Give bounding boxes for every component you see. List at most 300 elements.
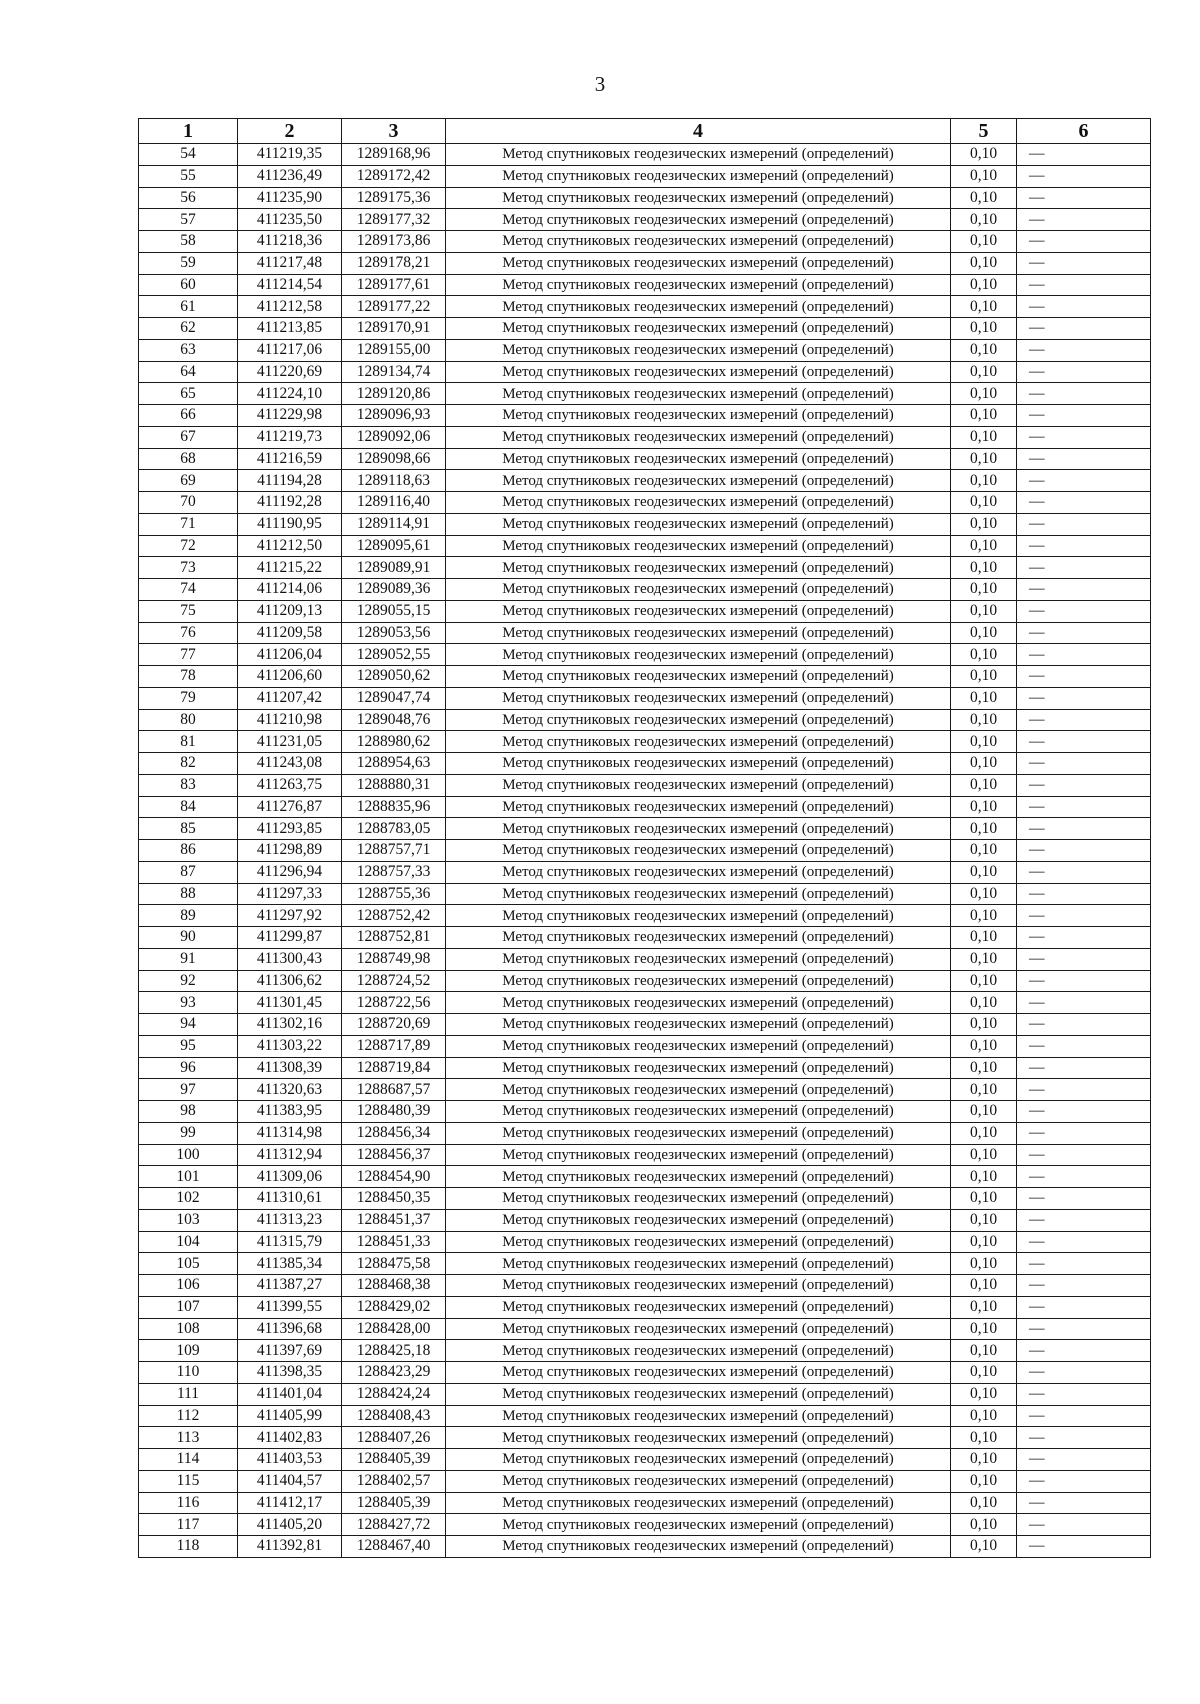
point-number-cell: 60	[139, 274, 238, 296]
table-row	[139, 1253, 1151, 1275]
accuracy-cell: 0,10	[951, 274, 1017, 296]
y-coordinate-cell: 1289050,62	[342, 666, 446, 688]
y-coordinate-cell: 1288451,37	[342, 1209, 446, 1231]
accuracy-cell: 0,10	[951, 666, 1017, 688]
y-coordinate-cell: 1288480,39	[342, 1101, 446, 1123]
table-row	[139, 1296, 1151, 1318]
point-number-cell: 97	[139, 1079, 238, 1101]
table-row	[139, 1514, 1151, 1536]
point-number-cell: 56	[139, 187, 238, 209]
method-cell: Метод спутниковых геодезических измерений (определений)	[446, 209, 951, 231]
table-row	[139, 557, 1151, 579]
x-coordinate-cell: 411192,28	[238, 492, 342, 514]
method-cell: Метод спутниковых геодезических измерений (определений)	[446, 1079, 951, 1101]
x-coordinate-cell: 411403,53	[238, 1449, 342, 1471]
accuracy-cell: 0,10	[951, 318, 1017, 340]
description-cell: —	[1017, 622, 1151, 644]
method-cell: Метод спутниковых геодезических измерений (определений)	[446, 1492, 951, 1514]
x-coordinate-cell: 411405,20	[238, 1514, 342, 1536]
method-cell: Метод спутниковых геодезических измерений (определений)	[446, 753, 951, 775]
method-cell: Метод спутниковых геодезических измерений (определений)	[446, 600, 951, 622]
y-coordinate-cell: 1289118,63	[342, 470, 446, 492]
method-cell: Метод спутниковых геодезических измерений (определений)	[446, 687, 951, 709]
method-cell: Метод спутниковых геодезических измерений (определений)	[446, 339, 951, 361]
y-coordinate-cell: 1289116,40	[342, 492, 446, 514]
x-coordinate-cell: 411320,63	[238, 1079, 342, 1101]
x-coordinate-cell: 411213,85	[238, 318, 342, 340]
table-row	[139, 1362, 1151, 1384]
description-cell: —	[1017, 1470, 1151, 1492]
x-coordinate-cell: 411215,22	[238, 557, 342, 579]
method-cell: Метод спутниковых геодезических измерений (определений)	[446, 1057, 951, 1079]
accuracy-cell: 0,10	[951, 1296, 1017, 1318]
table-row	[139, 927, 1151, 949]
method-cell: Метод спутниковых геодезических измерений (определений)	[446, 274, 951, 296]
y-coordinate-cell: 1288467,40	[342, 1536, 446, 1558]
method-cell: Метод спутниковых геодезических измерений (определений)	[446, 883, 951, 905]
x-coordinate-cell: 411229,98	[238, 405, 342, 427]
table-row	[139, 1079, 1151, 1101]
point-number-cell: 105	[139, 1253, 238, 1275]
table-row	[139, 405, 1151, 427]
x-coordinate-cell: 411190,95	[238, 513, 342, 535]
point-number-cell: 55	[139, 165, 238, 187]
point-number-cell: 61	[139, 296, 238, 318]
y-coordinate-cell: 1289175,36	[342, 187, 446, 209]
x-coordinate-cell: 411235,90	[238, 187, 342, 209]
x-coordinate-cell: 411301,45	[238, 992, 342, 1014]
table-row	[139, 1188, 1151, 1210]
y-coordinate-cell: 1288755,36	[342, 883, 446, 905]
description-cell: —	[1017, 339, 1151, 361]
point-number-cell: 113	[139, 1427, 238, 1449]
x-coordinate-cell: 411214,06	[238, 579, 342, 601]
accuracy-cell: 0,10	[951, 339, 1017, 361]
description-cell: —	[1017, 1035, 1151, 1057]
table-row	[139, 600, 1151, 622]
y-coordinate-cell: 1288456,37	[342, 1144, 446, 1166]
x-coordinate-cell: 411206,04	[238, 644, 342, 666]
table-row	[139, 1492, 1151, 1514]
point-number-cell: 111	[139, 1383, 238, 1405]
method-cell: Метод спутниковых геодезических измерений (определений)	[446, 1209, 951, 1231]
method-cell: Метод спутниковых геодезических измерений (определений)	[446, 666, 951, 688]
y-coordinate-cell: 1288880,31	[342, 774, 446, 796]
x-coordinate-cell: 411303,22	[238, 1035, 342, 1057]
method-cell: Метод спутниковых геодезических измерений (определений)	[446, 1101, 951, 1123]
x-coordinate-cell: 411206,60	[238, 666, 342, 688]
accuracy-cell: 0,10	[951, 644, 1017, 666]
table-row	[139, 1057, 1151, 1079]
description-cell: —	[1017, 992, 1151, 1014]
y-coordinate-cell: 1289178,21	[342, 252, 446, 274]
method-cell: Метод спутниковых геодезических измерений (определений)	[446, 1362, 951, 1384]
accuracy-cell: 0,10	[951, 187, 1017, 209]
table-row	[139, 622, 1151, 644]
y-coordinate-cell: 1288722,56	[342, 992, 446, 1014]
table-row	[139, 144, 1151, 166]
accuracy-cell: 0,10	[951, 209, 1017, 231]
accuracy-cell: 0,10	[951, 883, 1017, 905]
accuracy-cell: 0,10	[951, 861, 1017, 883]
y-coordinate-cell: 1288783,05	[342, 818, 446, 840]
point-number-cell: 110	[139, 1362, 238, 1384]
x-coordinate-cell: 411385,34	[238, 1253, 342, 1275]
description-cell: —	[1017, 1253, 1151, 1275]
table-row	[139, 492, 1151, 514]
table-body	[139, 144, 1151, 1558]
table-row	[139, 361, 1151, 383]
method-cell: Метод спутниковых геодезических измерений (определений)	[446, 1405, 951, 1427]
method-cell: Метод спутниковых геодезических измерений (определений)	[446, 1122, 951, 1144]
method-cell: Метод спутниковых геодезических измерений (определений)	[446, 1536, 951, 1558]
table-row	[139, 231, 1151, 253]
x-coordinate-cell: 411296,94	[238, 861, 342, 883]
method-cell: Метод спутниковых геодезических измерений (определений)	[446, 448, 951, 470]
table-row	[139, 883, 1151, 905]
point-number-cell: 118	[139, 1536, 238, 1558]
point-number-cell: 103	[139, 1209, 238, 1231]
table-row	[139, 426, 1151, 448]
x-coordinate-cell: 411401,04	[238, 1383, 342, 1405]
accuracy-cell: 0,10	[951, 1188, 1017, 1210]
method-cell: Метод спутниковых геодезических измерений (определений)	[446, 796, 951, 818]
method-cell: Метод спутниковых геодезических измерений (определений)	[446, 1296, 951, 1318]
description-cell: —	[1017, 1318, 1151, 1340]
point-number-cell: 76	[139, 622, 238, 644]
description-cell: —	[1017, 687, 1151, 709]
accuracy-cell: 0,10	[951, 231, 1017, 253]
description-cell: —	[1017, 1122, 1151, 1144]
y-coordinate-cell: 1288980,62	[342, 731, 446, 753]
y-coordinate-cell: 1289172,42	[342, 165, 446, 187]
y-coordinate-cell: 1289096,93	[342, 405, 446, 427]
table-row	[139, 774, 1151, 796]
accuracy-cell: 0,10	[951, 1035, 1017, 1057]
table-row	[139, 1035, 1151, 1057]
accuracy-cell: 0,10	[951, 1101, 1017, 1123]
y-coordinate-cell: 1289089,91	[342, 557, 446, 579]
accuracy-cell: 0,10	[951, 774, 1017, 796]
point-number-cell: 66	[139, 405, 238, 427]
description-cell: —	[1017, 731, 1151, 753]
accuracy-cell: 0,10	[951, 579, 1017, 601]
method-cell: Метод спутниковых геодезических измерений (определений)	[446, 470, 951, 492]
accuracy-cell: 0,10	[951, 731, 1017, 753]
x-coordinate-cell: 411207,42	[238, 687, 342, 709]
y-coordinate-cell: 1289098,66	[342, 448, 446, 470]
accuracy-cell: 0,10	[951, 687, 1017, 709]
method-cell: Метод спутниковых геодезических измерений (определений)	[446, 1383, 951, 1405]
y-coordinate-cell: 1288954,63	[342, 753, 446, 775]
accuracy-cell: 0,10	[951, 1079, 1017, 1101]
x-coordinate-cell: 411398,35	[238, 1362, 342, 1384]
table-row	[139, 644, 1151, 666]
y-coordinate-cell: 1288717,89	[342, 1035, 446, 1057]
y-coordinate-cell: 1289055,15	[342, 600, 446, 622]
method-cell: Метод спутниковых геодезических измерений (определений)	[446, 296, 951, 318]
description-cell: —	[1017, 1275, 1151, 1297]
coordinates-table	[138, 118, 1151, 1558]
point-number-cell: 79	[139, 687, 238, 709]
point-number-cell: 82	[139, 753, 238, 775]
description-cell: —	[1017, 927, 1151, 949]
accuracy-cell: 0,10	[951, 1122, 1017, 1144]
description-cell: —	[1017, 231, 1151, 253]
point-number-cell: 77	[139, 644, 238, 666]
table-row	[139, 1209, 1151, 1231]
table-row	[139, 1014, 1151, 1036]
table-row	[139, 274, 1151, 296]
table-row	[139, 1144, 1151, 1166]
description-cell: —	[1017, 1014, 1151, 1036]
method-cell: Метод спутниковых геодезических измерений (определений)	[446, 1449, 951, 1471]
description-cell: —	[1017, 644, 1151, 666]
method-cell: Метод спутниковых геодезических измерений (определений)	[446, 557, 951, 579]
x-coordinate-cell: 411219,73	[238, 426, 342, 448]
x-coordinate-cell: 411235,50	[238, 209, 342, 231]
description-cell: —	[1017, 448, 1151, 470]
x-coordinate-cell: 411209,13	[238, 600, 342, 622]
accuracy-cell: 0,10	[951, 709, 1017, 731]
description-cell: —	[1017, 1383, 1151, 1405]
point-number-cell: 116	[139, 1492, 238, 1514]
accuracy-cell: 0,10	[951, 361, 1017, 383]
method-cell: Метод спутниковых геодезических измерений (определений)	[446, 579, 951, 601]
description-cell: —	[1017, 535, 1151, 557]
method-cell: Метод спутниковых геодезических измерений (определений)	[446, 1514, 951, 1536]
point-number-cell: 104	[139, 1231, 238, 1253]
x-coordinate-cell: 411314,98	[238, 1122, 342, 1144]
method-cell: Метод спутниковых геодезических измерений (определений)	[446, 383, 951, 405]
column-header-accuracy: 5	[951, 119, 1017, 144]
description-cell: —	[1017, 187, 1151, 209]
point-number-cell: 88	[139, 883, 238, 905]
point-number-cell: 87	[139, 861, 238, 883]
point-number-cell: 96	[139, 1057, 238, 1079]
accuracy-cell: 0,10	[951, 1536, 1017, 1558]
method-cell: Метод спутниковых геодезических измерений (определений)	[446, 144, 951, 166]
method-cell: Метод спутниковых геодезических измерений (определений)	[446, 774, 951, 796]
table-row	[139, 1383, 1151, 1405]
point-number-cell: 80	[139, 709, 238, 731]
accuracy-cell: 0,10	[951, 1427, 1017, 1449]
y-coordinate-cell: 1289170,91	[342, 318, 446, 340]
table-row	[139, 1101, 1151, 1123]
accuracy-cell: 0,10	[951, 600, 1017, 622]
table-row	[139, 187, 1151, 209]
accuracy-cell: 0,10	[951, 165, 1017, 187]
method-cell: Метод спутниковых геодезических измерений (определений)	[446, 165, 951, 187]
description-cell: —	[1017, 1427, 1151, 1449]
table-row	[139, 1405, 1151, 1427]
column-header-description: 6	[1017, 119, 1151, 144]
point-number-cell: 74	[139, 579, 238, 601]
y-coordinate-cell: 1288450,35	[342, 1188, 446, 1210]
table-row	[139, 535, 1151, 557]
accuracy-cell: 0,10	[951, 1470, 1017, 1492]
accuracy-cell: 0,10	[951, 992, 1017, 1014]
y-coordinate-cell: 1289177,61	[342, 274, 446, 296]
accuracy-cell: 0,10	[951, 513, 1017, 535]
table-row	[139, 818, 1151, 840]
column-header-y: 3	[342, 119, 446, 144]
x-coordinate-cell: 411297,33	[238, 883, 342, 905]
accuracy-cell: 0,10	[951, 1405, 1017, 1427]
point-number-cell: 100	[139, 1144, 238, 1166]
x-coordinate-cell: 411399,55	[238, 1296, 342, 1318]
table-row	[139, 1275, 1151, 1297]
x-coordinate-cell: 411405,99	[238, 1405, 342, 1427]
method-cell: Метод спутниковых геодезических измерений (определений)	[446, 361, 951, 383]
description-cell: —	[1017, 1405, 1151, 1427]
method-cell: Метод спутниковых геодезических измерений (определений)	[446, 1144, 951, 1166]
x-coordinate-cell: 411315,79	[238, 1231, 342, 1253]
accuracy-cell: 0,10	[951, 470, 1017, 492]
y-coordinate-cell: 1288454,90	[342, 1166, 446, 1188]
method-cell: Метод спутниковых геодезических измерений (определений)	[446, 1188, 951, 1210]
x-coordinate-cell: 411306,62	[238, 970, 342, 992]
accuracy-cell: 0,10	[951, 1449, 1017, 1471]
page-number: 3	[594, 72, 606, 96]
table-row	[139, 1449, 1151, 1471]
x-coordinate-cell: 411309,06	[238, 1166, 342, 1188]
description-cell: —	[1017, 383, 1151, 405]
column-header-point-number: 1	[139, 119, 238, 144]
point-number-cell: 85	[139, 818, 238, 840]
point-number-cell: 112	[139, 1405, 238, 1427]
x-coordinate-cell: 411302,16	[238, 1014, 342, 1036]
method-cell: Метод спутниковых геодезических измерений (определений)	[446, 318, 951, 340]
accuracy-cell: 0,10	[951, 840, 1017, 862]
point-number-cell: 95	[139, 1035, 238, 1057]
description-cell: —	[1017, 1492, 1151, 1514]
x-coordinate-cell: 411313,23	[238, 1209, 342, 1231]
y-coordinate-cell: 1288456,34	[342, 1122, 446, 1144]
table-row	[139, 209, 1151, 231]
description-cell: —	[1017, 492, 1151, 514]
point-number-cell: 69	[139, 470, 238, 492]
method-cell: Метод спутниковых геодезических измерений (определений)	[446, 426, 951, 448]
accuracy-cell: 0,10	[951, 1318, 1017, 1340]
x-coordinate-cell: 411210,98	[238, 709, 342, 731]
table-row	[139, 448, 1151, 470]
y-coordinate-cell: 1289173,86	[342, 231, 446, 253]
point-number-cell: 90	[139, 927, 238, 949]
table-row	[139, 1427, 1151, 1449]
y-coordinate-cell: 1288757,33	[342, 861, 446, 883]
y-coordinate-cell: 1289092,06	[342, 426, 446, 448]
x-coordinate-cell: 411308,39	[238, 1057, 342, 1079]
table-row	[139, 840, 1151, 862]
method-cell: Метод спутниковых геодезических измерений (определений)	[446, 970, 951, 992]
table-row	[139, 905, 1151, 927]
table-row	[139, 970, 1151, 992]
x-coordinate-cell: 411218,36	[238, 231, 342, 253]
point-number-cell: 62	[139, 318, 238, 340]
point-number-cell: 67	[139, 426, 238, 448]
point-number-cell: 68	[139, 448, 238, 470]
y-coordinate-cell: 1288405,39	[342, 1492, 446, 1514]
point-number-cell: 57	[139, 209, 238, 231]
table-row	[139, 470, 1151, 492]
table-row	[139, 252, 1151, 274]
point-number-cell: 115	[139, 1470, 238, 1492]
accuracy-cell: 0,10	[951, 622, 1017, 644]
method-cell: Метод спутниковых геодезических измерений (определений)	[446, 840, 951, 862]
method-cell: Метод спутниковых геодезических измерений (определений)	[446, 405, 951, 427]
table-row	[139, 709, 1151, 731]
y-coordinate-cell: 1288425,18	[342, 1340, 446, 1362]
accuracy-cell: 0,10	[951, 970, 1017, 992]
description-cell: —	[1017, 274, 1151, 296]
y-coordinate-cell: 1288423,29	[342, 1362, 446, 1384]
column-header-method: 4	[446, 119, 951, 144]
point-number-cell: 117	[139, 1514, 238, 1536]
y-coordinate-cell: 1288719,84	[342, 1057, 446, 1079]
y-coordinate-cell: 1288687,57	[342, 1079, 446, 1101]
x-coordinate-cell: 411300,43	[238, 948, 342, 970]
accuracy-cell: 0,10	[951, 1057, 1017, 1079]
description-cell: —	[1017, 252, 1151, 274]
x-coordinate-cell: 411397,69	[238, 1340, 342, 1362]
description-cell: —	[1017, 883, 1151, 905]
table-row	[139, 796, 1151, 818]
description-cell: —	[1017, 405, 1151, 427]
x-coordinate-cell: 411383,95	[238, 1101, 342, 1123]
table-row	[139, 992, 1151, 1014]
method-cell: Метод спутниковых геодезических измерений (определений)	[446, 622, 951, 644]
accuracy-cell: 0,10	[951, 1014, 1017, 1036]
method-cell: Метод спутниковых геодезических измерений (определений)	[446, 231, 951, 253]
y-coordinate-cell: 1288749,98	[342, 948, 446, 970]
x-coordinate-cell: 411298,89	[238, 840, 342, 862]
accuracy-cell: 0,10	[951, 1383, 1017, 1405]
accuracy-cell: 0,10	[951, 1231, 1017, 1253]
point-number-cell: 58	[139, 231, 238, 253]
table-row	[139, 731, 1151, 753]
description-cell: —	[1017, 948, 1151, 970]
accuracy-cell: 0,10	[951, 144, 1017, 166]
method-cell: Метод спутниковых геодезических измерений (определений)	[446, 1340, 951, 1362]
point-number-cell: 81	[139, 731, 238, 753]
method-cell: Метод спутниковых геодезических измерений (определений)	[446, 1231, 951, 1253]
x-coordinate-cell: 411220,69	[238, 361, 342, 383]
point-number-cell: 59	[139, 252, 238, 274]
description-cell: —	[1017, 796, 1151, 818]
method-cell: Метод спутниковых геодезических измерений (определений)	[446, 1470, 951, 1492]
table-row	[139, 318, 1151, 340]
description-cell: —	[1017, 1188, 1151, 1210]
method-cell: Метод спутниковых геодезических измерений (определений)	[446, 492, 951, 514]
x-coordinate-cell: 411217,06	[238, 339, 342, 361]
accuracy-cell: 0,10	[951, 252, 1017, 274]
y-coordinate-cell: 1288835,96	[342, 796, 446, 818]
point-number-cell: 98	[139, 1101, 238, 1123]
method-cell: Метод спутниковых геодезических измерений (определений)	[446, 818, 951, 840]
x-coordinate-cell: 411310,61	[238, 1188, 342, 1210]
point-number-cell: 72	[139, 535, 238, 557]
y-coordinate-cell: 1288402,57	[342, 1470, 446, 1492]
x-coordinate-cell: 411212,58	[238, 296, 342, 318]
description-cell: —	[1017, 513, 1151, 535]
accuracy-cell: 0,10	[951, 1340, 1017, 1362]
y-coordinate-cell: 1289134,74	[342, 361, 446, 383]
description-cell: —	[1017, 905, 1151, 927]
table-row	[139, 165, 1151, 187]
table-row	[139, 948, 1151, 970]
description-cell: —	[1017, 818, 1151, 840]
